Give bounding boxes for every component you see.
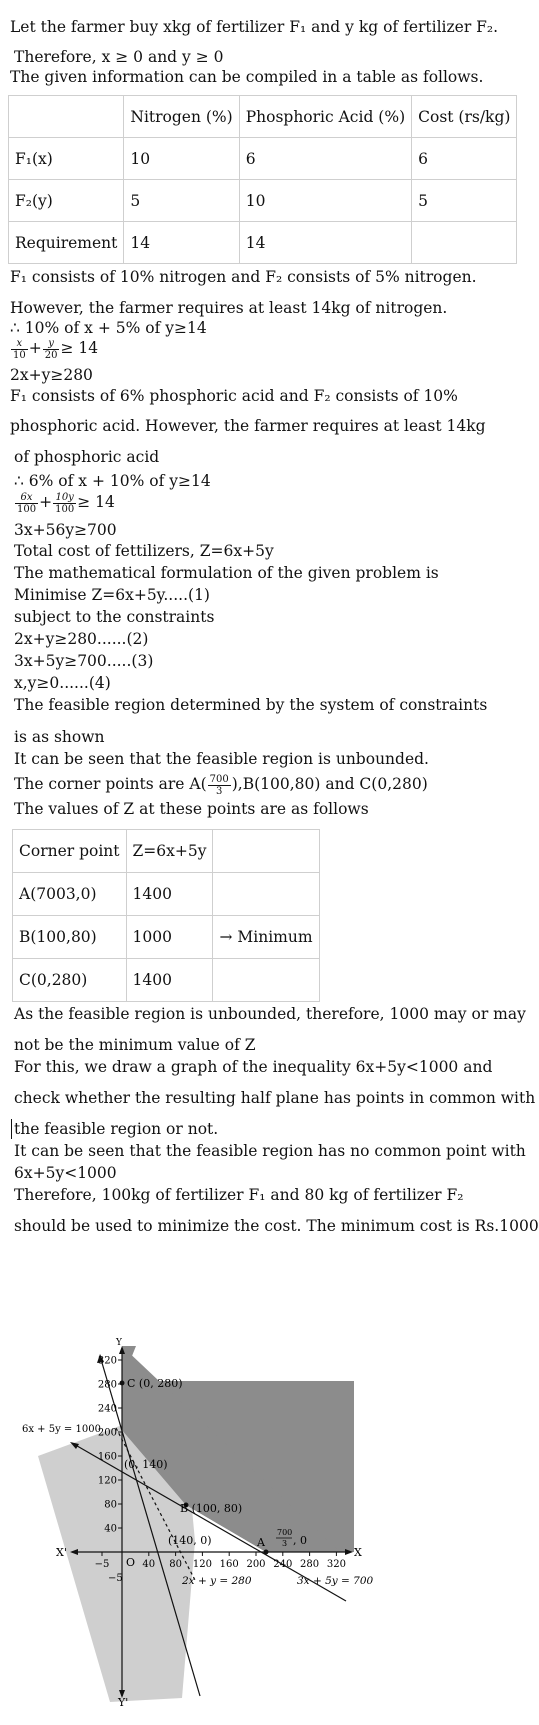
fraction-numerator: 10y (53, 492, 76, 504)
x-tick-label: 120 (192, 1559, 212, 1570)
table-cell: 5 (412, 180, 517, 222)
table-row (9, 138, 517, 180)
fraction-denominator: 20 (44, 349, 58, 361)
x-tick-label: 80 (169, 1559, 182, 1570)
point-c (120, 1381, 125, 1386)
fraction (11, 338, 28, 361)
formulation-line-6: 3x+5y≥700.....(3) (14, 652, 154, 670)
y-tick-label: 200 (97, 1427, 117, 1439)
conclusion-line-4: check whether the resulting half plane has points in common with (14, 1089, 536, 1107)
table-cell: 6 (239, 138, 411, 180)
point-c-label: C (0, 280) (127, 1377, 183, 1390)
fraction-denominator: 100 (17, 503, 37, 515)
x-axis-neg-label: X' (56, 1546, 67, 1559)
conclusion-line-5: the feasible region or not. (11, 1119, 218, 1139)
x-tick-label: 160 (219, 1559, 239, 1570)
y-tick-label: 280 (97, 1379, 117, 1391)
intro-line-1: Let the farmer buy xkg of fertilizer F₁ and y kg of fertilizer F₂. (10, 18, 499, 36)
formulation-line-2: The mathematical formulation of the given problem is (14, 564, 439, 582)
formulation-line-9: is as shown (14, 728, 105, 746)
x-tick-label: −5 (94, 1559, 110, 1570)
table-header-cell (9, 96, 124, 138)
intro-line-2: Therefore, x ≥ 0 and y ≥ 0 (14, 48, 224, 66)
point-140-0-label: (140, 0) (168, 1534, 212, 1547)
formulation-line-4: subject to the constraints (14, 608, 215, 626)
table-row (13, 873, 320, 916)
y-tick-label: 80 (104, 1499, 117, 1511)
conclusion-line-2: not be the minimum value of Z (14, 1036, 256, 1054)
table-cell: 1400 (126, 873, 213, 916)
formulation-line-7: x,y≥0......(4) (14, 674, 111, 692)
table-cell (213, 959, 319, 1002)
inequality-rest: ≥ 14 (77, 493, 115, 511)
table-cell: F₁(x) (9, 138, 124, 180)
table-header-row (13, 830, 320, 873)
fraction-denominator: 100 (55, 503, 75, 515)
x-tick-label: 280 (300, 1559, 320, 1570)
fraction-numerator: y (43, 338, 60, 350)
phosphoric-line-4: ∴ 6% of x + 10% of y≥14 (14, 472, 211, 490)
table-cell (213, 873, 319, 916)
table-header-cell: Corner point (13, 830, 127, 873)
formulation-line-10: It can be seen that the feasible region is unbounded. (14, 750, 429, 768)
table-header-cell (213, 830, 319, 873)
table-cell: → Minimum (213, 916, 319, 959)
conclusion-line-1: As the feasible region is unbounded, therefore, 1000 may or may (14, 1005, 526, 1023)
phosphoric-line-3: of phosphoric acid (14, 448, 160, 466)
fraction (43, 338, 60, 361)
point-a-num: 700 (277, 1528, 293, 1537)
conclusion-line-6: It can be seen that the feasible region has no common point with (14, 1142, 526, 1160)
table-cell: 10 (239, 180, 411, 222)
table-cell: F₂(y) (9, 180, 124, 222)
table-row (13, 916, 320, 959)
table-row (9, 180, 517, 222)
table-row (9, 222, 517, 264)
table-cell: 1400 (126, 959, 213, 1002)
line-2-label: 2x + y = 280 (182, 1575, 252, 1587)
fraction (53, 492, 76, 515)
table-cell: 1000 (126, 916, 213, 959)
y-tick-label: 160 (97, 1451, 117, 1463)
conclusion-line-9: should be used to minimize the cost. The minimum cost is Rs.1000 (14, 1217, 539, 1235)
cost-line-label: 6x + 5y = 1000 (22, 1424, 101, 1435)
table-cell: 6 (412, 138, 517, 180)
table-header-cell: Nitrogen (%) (124, 96, 239, 138)
y-tick-label: 120 (97, 1475, 117, 1487)
point-0-140-label: (0, 140) (124, 1458, 168, 1471)
corner-values-table (12, 829, 320, 1002)
phosphoric-fraction-inequality: $\frac{6x}{100}$ + $\frac{10y}{100}$ ≥ 14 (17, 491, 115, 515)
y-neg-tick-label: −5 (108, 1573, 123, 1584)
table-cell (412, 222, 517, 264)
table-header-cell: Cost (rs/kg) (412, 96, 517, 138)
corner-points-line (14, 772, 428, 797)
inequality-rest: ≥ 14 (60, 339, 99, 357)
feasible-region-graph (10, 1338, 390, 1711)
formulation-line-5: 2x+y≥280......(2) (14, 630, 149, 648)
y-tick-label: 240 (97, 1403, 117, 1415)
point-a-label: A (257, 1536, 265, 1549)
phosphoric-line-2: phosphoric acid. However, the farmer requires at least 14kg (10, 417, 486, 435)
fraction-denominator: 10 (13, 349, 26, 361)
x-tick-label: 320 (326, 1559, 346, 1570)
table-cell: 10 (124, 138, 239, 180)
point-b-label: B (100, 80) (180, 1502, 243, 1515)
x-axis-label: X (354, 1546, 362, 1559)
table-header-cell: Z=6x+5y (126, 830, 213, 873)
y-tick-label: 40 (104, 1523, 117, 1535)
x-tick-label: 240 (273, 1559, 293, 1570)
table-cell: 5 (124, 180, 239, 222)
fraction (208, 774, 231, 797)
nitrogen-fraction-inequality: $\frac{x}{10}$ + $\frac{y}{20}$ ≥ 14 (13, 337, 99, 361)
phosphoric-line-6: 3x+56y≥700 (14, 521, 117, 539)
x-tick-label: 200 (246, 1559, 266, 1570)
point-a-den: 3 (282, 1539, 288, 1548)
fertilizer-table (8, 95, 517, 264)
conclusion-line-7: 6x+5y<1000 (14, 1164, 117, 1182)
table-cell: C(0,280) (13, 959, 127, 1002)
table-row (13, 959, 320, 1002)
intro-line-3: The given information can be compiled in a table as follows. (10, 68, 484, 86)
table-cell: A(7003,0) (13, 873, 127, 916)
fraction-numerator: x (11, 338, 28, 350)
conclusion-line-3: For this, we draw a graph of the inequality 6x+5y<1000 and (14, 1058, 493, 1076)
table-cell: Requirement (9, 222, 124, 264)
nitrogen-line-3: ∴ 10% of x + 5% of y≥14 (10, 319, 207, 337)
corner-points-suffix: ),B(100,80) and C(0,280) (231, 775, 428, 793)
phosphoric-line-1: F₁ consists of 6% phosphoric acid and F₂ consists of 10% (10, 387, 458, 405)
table-cell: B(100,80) (13, 916, 127, 959)
fraction-denominator: 3 (216, 785, 223, 797)
formulation-line-8: The feasible region determined by the system of constraints (14, 696, 488, 714)
fraction (15, 492, 38, 515)
nitrogen-line-5: 2x+y≥280 (10, 366, 93, 384)
table-header-row (9, 96, 517, 138)
origin-label: O (126, 1556, 136, 1569)
formulation-line-12: The values of Z at these points are as follows (14, 800, 369, 818)
table-cell: 14 (239, 222, 411, 264)
nitrogen-line-2: However, the farmer requires at least 14kg of nitrogen. (10, 299, 448, 317)
point-a (264, 1550, 269, 1555)
fraction-numerator: 6x (15, 492, 38, 504)
x-tick-label: 40 (142, 1559, 156, 1570)
y-tick-label: 320 (97, 1355, 117, 1367)
nitrogen-line-1: F₁ consists of 10% nitrogen and F₂ consists of 5% nitrogen. (10, 268, 477, 286)
conclusion-line-8: Therefore, 100kg of fertilizer F₁ and 80 kg of fertilizer F₂ (14, 1186, 464, 1204)
y-axis-neg-label: Y' (118, 1696, 129, 1709)
formulation-line-1: Total cost of fettilizers, Z=6x+5y (14, 542, 274, 560)
point-a-tail: , 0 (293, 1534, 307, 1547)
formulation-line-3: Minimise Z=6x+5y.....(1) (14, 586, 210, 604)
corner-points-prefix: The corner points are A( (14, 775, 207, 793)
table-cell: 14 (124, 222, 239, 264)
table-header-cell: Phosphoric Acid (%) (239, 96, 411, 138)
y-axis-label: Y (116, 1338, 122, 1348)
fraction-numerator: 700 (209, 773, 229, 785)
line-3-label: 3x + 5y = 700 (297, 1575, 374, 1587)
